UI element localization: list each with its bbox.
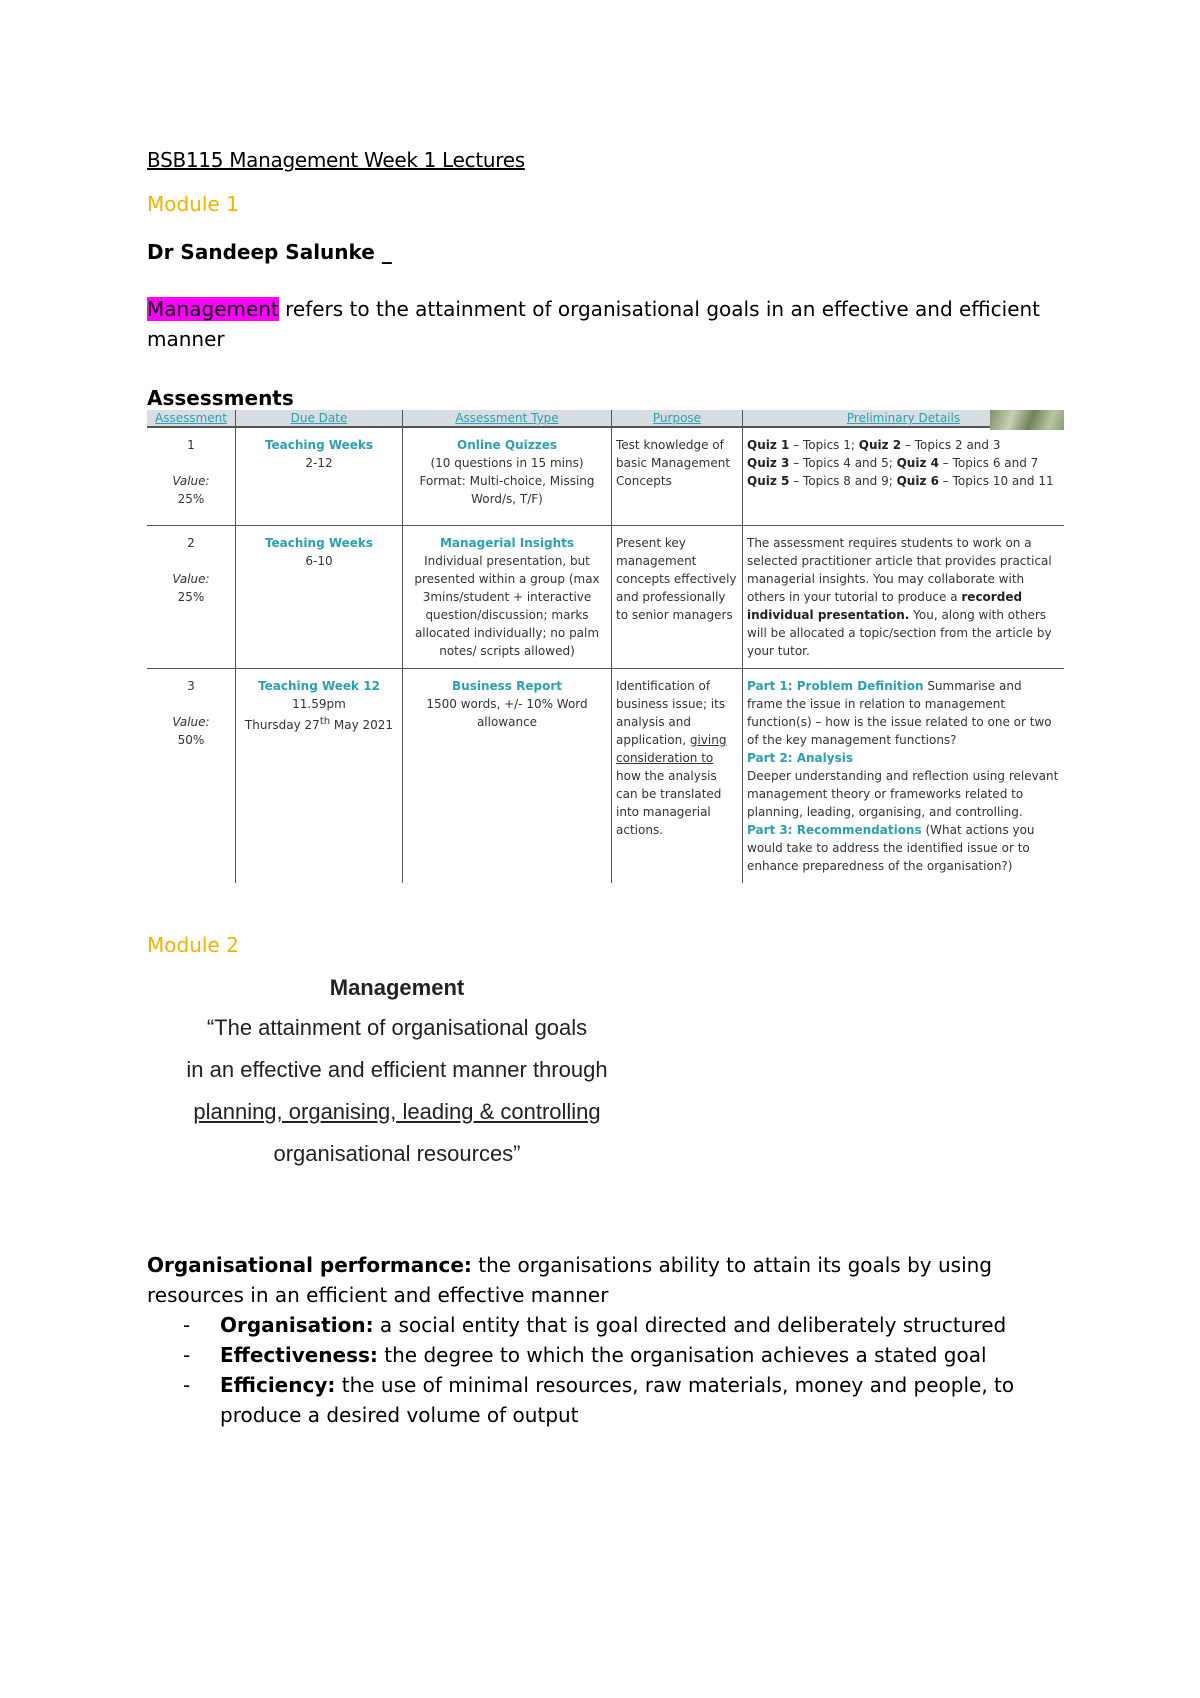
header-preliminary-details-label: Preliminary Details	[846, 411, 961, 425]
quiz-topics: – Topics 8 and 9;	[789, 474, 897, 488]
management-definition	[147, 294, 1067, 354]
value-percent: 25%	[177, 492, 205, 506]
due-title: Teaching Weeks	[264, 438, 374, 452]
quiz-topics: – Topics 2 and 3	[901, 438, 1001, 452]
table-row	[147, 668, 1064, 883]
quiz-topics: – Topics 6 and 7	[938, 456, 1039, 470]
quiz-topics: – Topics 1;	[789, 438, 859, 452]
type-detail: (10 questions in 15 mins) Format: Multi-choice, Missing Word/s, T/F)	[419, 456, 595, 506]
assessment-number: 3	[187, 678, 195, 693]
assessments-heading: Assessments	[147, 386, 294, 410]
table-header-row	[147, 410, 1064, 427]
document-title: BSB115 Management Week 1 Lectures	[147, 148, 525, 172]
value-label: Value:	[172, 474, 210, 488]
part-2-label: Part 2: Analysis	[747, 750, 853, 765]
list-term: Organisation:	[220, 1313, 374, 1337]
value-label: Value:	[172, 571, 210, 586]
slide-line: “The attainment of organisational goals	[206, 1015, 588, 1040]
quiz-line	[747, 454, 1060, 472]
due-date-ordinal: th	[319, 715, 331, 727]
due-title: Teaching Week 12	[258, 678, 380, 693]
due-date-text: May 2021	[330, 717, 394, 732]
due-date-line	[240, 713, 398, 734]
dash-bullet-icon: -	[183, 1313, 191, 1337]
slide-line: organisational resources”	[273, 1141, 521, 1166]
part-text: (What actions you would take to address the identified issue or to enhance preparedness of the organisation?)	[747, 822, 1035, 873]
module-2-heading: Module 2	[147, 933, 239, 957]
assessment-number: 2	[187, 535, 195, 550]
part-3	[747, 821, 1060, 875]
list-item	[147, 1340, 1067, 1370]
list-term: Efficiency:	[220, 1373, 336, 1397]
assessment-type-cell	[403, 427, 612, 525]
management-slide-quote	[147, 975, 647, 1183]
type-title: Business Report	[452, 678, 562, 693]
header-assessment: Assessment	[147, 410, 236, 427]
quiz-topics: – Topics 4 and 5;	[789, 456, 897, 470]
quiz-topics: – Topics 10 and 11	[938, 474, 1054, 488]
header-assessment-type: Assessment Type	[403, 410, 612, 427]
part-2-text: Deeper understanding and reflection using relevant management theory or frameworks related to planning, leading, organising, and controlling.	[747, 768, 1059, 819]
dash-bullet-icon: -	[183, 1343, 191, 1367]
due-date-cell	[236, 525, 403, 668]
slide-title: Management	[329, 975, 465, 1000]
value-percent: 50%	[177, 732, 205, 747]
details-text: You, along with others will be allocated a topic/section from the article by your tutor.	[747, 607, 1052, 658]
purpose-text: how the analysis can be translated into managerial actions.	[616, 768, 722, 837]
slide-line-underlined: planning, organising, leading & controlling	[193, 1099, 601, 1124]
details-cell	[743, 668, 1065, 883]
list-term: Effectiveness:	[220, 1343, 378, 1367]
slide-line: in an effective and efficient manner through	[186, 1057, 608, 1082]
part-label: Part 1: Problem Definition	[747, 678, 924, 693]
due-date-text: Thursday 27	[244, 717, 320, 732]
due-detail: 6-10	[305, 553, 333, 568]
part-label: Part 3: Recommendations	[747, 822, 922, 837]
header-due-date: Due Date	[236, 410, 403, 427]
value-percent: 25%	[177, 589, 205, 604]
highlighted-term: Management	[147, 297, 279, 321]
due-detail: 2-12	[305, 456, 333, 470]
performance-text: the organisations ability to attain its goals by using resources in an efficient and effective manner	[147, 1253, 992, 1307]
quiz-label: Quiz 5	[747, 474, 790, 488]
assessment-type-cell	[403, 525, 612, 668]
dash-bullet-icon: -	[183, 1373, 191, 1397]
quiz-label: Quiz 1	[747, 438, 790, 452]
value-label: Value:	[172, 714, 210, 729]
quiz-label: Quiz 2	[858, 438, 902, 452]
purpose-cell: Present key management concepts effectively and professionally to senior managers	[612, 525, 743, 668]
assessment-table	[147, 410, 1064, 883]
due-title: Teaching Weeks	[264, 535, 374, 550]
module-1-heading: Module 1	[147, 192, 239, 216]
details-cell	[743, 427, 1065, 525]
quiz-line	[747, 436, 1060, 454]
purpose-cell: Test knowledge of basic Management Concepts	[612, 427, 743, 525]
list-text: the use of minimal resources, raw materials, money and people, to produce a desired volume of output	[220, 1373, 1015, 1427]
quiz-label: Quiz 3	[747, 456, 790, 470]
table-row	[147, 427, 1064, 525]
definition-list	[147, 1310, 1067, 1430]
due-detail: 11.59pm	[292, 696, 346, 711]
purpose-underlined-text: giving consideration to	[616, 732, 727, 765]
performance-term: Organisational performance:	[147, 1253, 472, 1277]
lecturer-name: Dr Sandeep Salunke _	[147, 240, 392, 264]
quiz-label: Quiz 4	[896, 456, 939, 470]
type-title: Managerial Insights	[439, 535, 575, 550]
assessment-number-cell	[147, 668, 236, 883]
assessment-number-cell	[147, 427, 236, 525]
header-preliminary-details	[743, 410, 1065, 427]
due-date-cell	[236, 427, 403, 525]
part-text: Summarise and frame the issue in relation to management function(s) – how is the issue related to one or two of the key management functions?	[747, 678, 1052, 747]
details-cell	[743, 525, 1065, 668]
list-text: the degree to which the organisation achieves a stated goal	[377, 1343, 987, 1367]
quiz-line	[747, 472, 1060, 490]
purpose-text: Identification of business issue; its analysis and application,	[616, 678, 726, 747]
header-purpose: Purpose	[612, 410, 743, 427]
assessment-number: 1	[187, 438, 195, 452]
purpose-cell	[612, 668, 743, 883]
definition-text: refers to the attainment of organisational goals in an effective and efficient manner	[147, 297, 1041, 351]
assessment-type-cell	[403, 668, 612, 883]
part-1	[747, 677, 1060, 749]
list-item	[147, 1310, 1067, 1340]
type-detail: 1500 words, +/- 10% Word allowance	[426, 696, 588, 729]
assessment-number-cell	[147, 525, 236, 668]
performance-definition	[147, 1250, 1067, 1310]
details-text: The assessment requires students to work on a selected practitioner article that provides practical managerial insights. You may collaborate with others in your tutorial to produce a	[747, 535, 1052, 604]
type-detail: Individual presentation, but presented within a group (max 3mins/student + interactive question/discussion; marks allocated individually; no palm notes/ scripts allowed)	[414, 553, 600, 658]
list-item	[147, 1370, 1067, 1430]
details-bold-text: recorded individual presentation.	[747, 589, 1023, 622]
type-title: Online Quizzes	[457, 438, 557, 452]
header-decorative-image	[990, 410, 1064, 430]
list-text: a social entity that is goal directed and deliberately structured	[373, 1313, 1007, 1337]
table-row	[147, 525, 1064, 668]
quiz-label: Quiz 6	[896, 474, 939, 488]
due-date-cell	[236, 668, 403, 883]
